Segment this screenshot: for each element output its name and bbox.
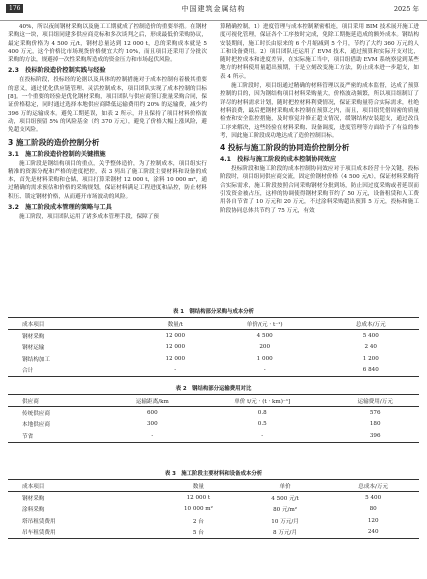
table-cell: 0.5: [257, 421, 267, 428]
table-cell: 396: [331, 430, 419, 442]
page-number: 176: [6, 4, 23, 13]
section-heading: 2.3 投标阶段造价控制实践与经验: [8, 67, 106, 75]
table-cell: 1 200: [362, 355, 379, 362]
paragraph: 施工阶段，项目团队运用了诸多成本管理手段，保障了预: [19, 214, 159, 221]
left-column: [8, 23, 207, 222]
column-header: 供应商: [8, 395, 112, 407]
table-cell: -: [207, 365, 323, 377]
column-header: 总成本/万元: [327, 480, 419, 492]
page-header: [0, 0, 427, 21]
column-header: 数量/t: [144, 318, 207, 330]
table-cell: 涂料采购: [22, 507, 45, 514]
table-cell: 10 000 m²: [183, 506, 213, 513]
table-cell: -: [193, 430, 331, 442]
table-cell: 6 840: [323, 365, 419, 377]
table-cell: 80: [369, 506, 377, 513]
table-cell: 吊车租赁费用: [8, 527, 154, 539]
column-header: 单价: [243, 480, 328, 492]
paragraph: 施工阶段是钢结构项目的重点，关乎整体造价，为了控制成本，项目组实行精准的资源分配和严格的进度把控，表 3 列出了施工阶段主要材料和设备的成本，首先是材料采购和仓储，项目打算采钢材 12 000 t，涂料 10 000 m²，通过精确的需求预估和价格的采购规划，保证材料满足工程进度和品控，防止材料积压、锁定钢材价格，从而避开市场波动的风险。: [8, 160, 207, 200]
table-cell: 120: [367, 517, 379, 524]
table-cell: 12 000: [165, 355, 186, 362]
table-cell: 4 500: [256, 332, 273, 339]
table-cell: 300: [147, 421, 158, 428]
table-cell: 12 000 t: [186, 494, 211, 501]
table-cell: -: [112, 430, 193, 442]
subsection-heading: 3.1 施工阶段造价控制的关键措施: [8, 150, 106, 158]
column-header: 运输距离/km: [112, 395, 193, 407]
table-cell: 2 40: [364, 344, 377, 351]
table-2: [8, 384, 419, 443]
table-row: [8, 407, 419, 419]
paragraph: 40%，所以夜间钢材采购以及施工工期就成了控制造价的重要举措。在钢材采购这一块，项目组同建多供应商竞标和多次谈判之后，形成最低价采购协议，最定采购价格为 4 500 元/t，钢材总量达到 12 000 t，总的采购成本就是 5 400 万元，这个价格比市场现货价格便宜大约 10%，而且项目还采用了分批次采购的方法，规避掉一次性采购所造成的资金压力和市场起伏风险。: [8, 24, 207, 64]
journal-title: 中国建筑金属结构: [181, 5, 246, 13]
table-cell: 合计: [8, 365, 144, 377]
column-header: 运输费用/万元: [331, 395, 419, 407]
table-cell: 10 万元/月: [271, 518, 299, 525]
table-cell: 钢材采购: [22, 495, 45, 502]
paragraph: 投标阶段和施工阶段的成本控制协同效应对于项目成本经营十分关键，投标阶段时，项目组同供应商交流，固定价钢材价格（4 500 元/t），保证材料采购符合实际需求，施工阶段按照合同采购钢材分批到场，防止因过度采购或者延误而引发资金被占压，这样的协调使得钢材采购节约了 50 万元，设备租赁和人工费用各自节省了 10 万元和 20 万元，不过涂料采购超出预算 5 万元，投标和施工阶段协同总体共节约了 75 万元，有效: [220, 166, 419, 214]
table-cell: 0.8: [257, 409, 267, 416]
table-cell: 传统供应商: [22, 410, 50, 417]
table-row: [8, 330, 419, 342]
column-header: 成本项目: [8, 318, 144, 330]
table-cell: 2 台: [192, 518, 204, 525]
table-cell: 5 台: [154, 527, 243, 539]
table-row: [8, 527, 419, 539]
table-cell: 12 000: [165, 344, 186, 351]
column-header: 总成本/万元: [323, 318, 419, 330]
table-cell: 本地供应商: [22, 422, 50, 429]
table-cell: 240: [327, 527, 419, 539]
table-row: [8, 515, 419, 527]
subsection-heading: 4.1 投标与施工阶段的成本控制协同效应: [220, 156, 337, 164]
column-header: 单价 t/元 · (t · km)⁻¹]: [193, 395, 331, 407]
table-cell: 5 400: [365, 494, 382, 501]
table-row: [8, 430, 419, 442]
table-caption: 表 1 钢结构部分采购与成本分析: [172, 309, 255, 315]
table-cell: 12 000: [165, 332, 186, 339]
table-1: [8, 307, 419, 377]
table-row: [8, 342, 419, 354]
table-3: [8, 469, 419, 539]
table-caption: 表 3 施工阶段主要材料和设备成本分析: [164, 471, 263, 477]
table-cell: 钢材运输: [22, 345, 45, 352]
table-cell: 5 400: [362, 332, 379, 339]
column-header: 成本项目: [8, 480, 154, 492]
paragraph: 在投标阶段，投标经的论据以及具体的控制措施对于成本控制有着极其重要的意义，通过优化供应链管理、灵活控制成本，项目团队实现了成本控制的目标[8]。一个重要的经验是优化钢材采购，项目团队与供应商签订批量采购合同，保证价格稳定，同时通过选择本地供应商降低运输费用约 20% 的运输费，减少约 396 万的运输成本。避免工期延误，如表 2 所示，并且保持了项目材料价格波动，项目组预留 5% 的风险基金（约 370 万元），避免了价格大幅上涨风险，避免超支风险。: [8, 77, 207, 134]
table-cell: 塔吊租赁费用: [22, 518, 56, 525]
section-heading: 4 投标与施工阶段的协同造价控制分析: [220, 143, 350, 153]
table-cell: 200: [259, 344, 271, 351]
table-row: [8, 353, 419, 365]
paragraph: 算精确控制，1）进度管理与成本控制紧密相连，项目采用 BIM 技术展开施工进度可视化管理，保证各个工序按时完成，免除工期拖延造成的额外成本。钢结构安装期间，施工时长由原来的 6 个月缩减到 5 个月，节约了大约 360 万元的人工和设备费用。2）项目团队还运用了 EVM 技术，通过预算和实际开支对比，随时把控成本和进度差异，在实际施工当中，项目组借助 EVM 系统察觉到某些地方的材料使用量超出预期，于是立刻改变施工方法，防止成本进一步超支，如表 4 所示。: [220, 24, 419, 80]
table-cell: 节省: [8, 430, 112, 442]
table-cell: 576: [369, 409, 381, 416]
right-column: [220, 23, 419, 216]
table-cell: 180: [369, 421, 381, 428]
table-row: [8, 419, 419, 431]
issue-year: 2025 年: [393, 5, 419, 13]
table-row: [8, 365, 419, 377]
paragraph: 施工阶段时，项目组通过精确的材料管理以及严密的成本监督，达成了预算控制的目的，因为钢结构项目材料采购量大，价格波动频繁，所以项目组制订了详尽的材料需求计划，随时把控材料利费情况，保证采购量符合实际需求，杜绝材料浪费，最后把钢材采购成本控制在预算之内，而且，项目组凭借周密的质量检查和安全监控措施，及时察觉并修正超支情况，缓钢结构安装超支，通过改良工序来解决，这些经验在材料采购、设备调度，进度管理等方面给予了有益的参考，因此施工阶段成功地达成了造价控制目标。: [220, 83, 419, 139]
table-cell: 钢材采购: [22, 333, 45, 340]
column-header: 数量: [154, 480, 243, 492]
table-cell: 钢结构加工: [22, 356, 50, 363]
table-cell: 600: [147, 409, 158, 416]
table-cell: -: [144, 365, 207, 377]
subsection-heading: 3.2 施工阶段成本管理的策略与工具: [8, 204, 112, 212]
table-cell: 1 000: [256, 355, 273, 362]
table-row: [8, 504, 419, 516]
table-row: [8, 492, 419, 504]
section-heading: 3 施工阶段的造价控制分析: [8, 137, 100, 147]
table-cell: 4 500 元/t: [271, 495, 299, 502]
column-header: 单价/(元 · t⁻¹): [207, 318, 323, 330]
table-caption: 表 2 钢结构部分运输费用对比: [175, 386, 252, 392]
table-cell: 8 万元/月: [243, 527, 328, 539]
table-cell: 80 元/m²: [273, 507, 297, 514]
